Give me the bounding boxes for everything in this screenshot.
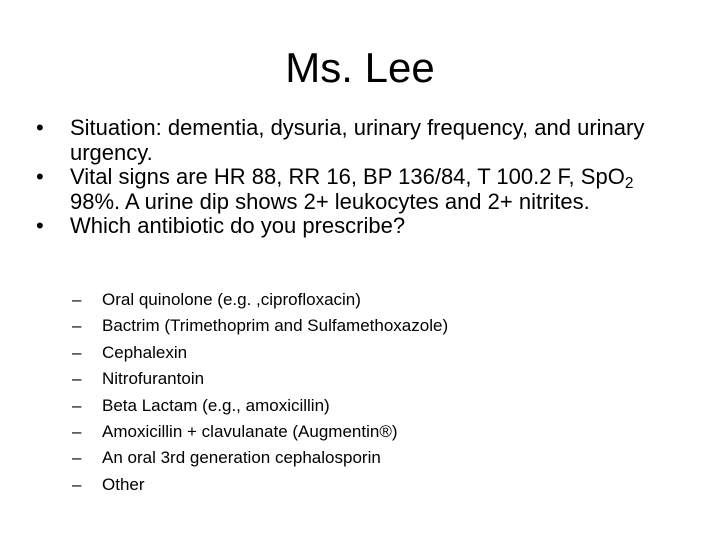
dash-marker: – xyxy=(72,369,82,389)
bullet-marker: • xyxy=(36,213,44,238)
option-text: Other xyxy=(102,474,145,494)
dash-marker: – xyxy=(72,422,82,442)
option-item xyxy=(72,340,632,366)
option-text: Beta Lactam (e.g., amoxicillin) xyxy=(102,395,330,415)
bullet-text: Which antibiotic do you prescribe? xyxy=(70,213,406,238)
option-text: Bactrim (Trimethoprim and Sulfamethoxazole) xyxy=(102,316,449,336)
dash-marker: – xyxy=(72,474,82,494)
option-text: Cephalexin xyxy=(102,342,188,362)
bullet-list xyxy=(36,116,676,239)
option-item xyxy=(72,313,632,339)
option-text: Amoxicillin + clavulanate (Augmentin®) xyxy=(102,422,398,442)
option-text: Oral quinolone (e.g. ,ciprofloxacin) xyxy=(102,290,361,309)
dash-marker: – xyxy=(72,316,82,336)
option-item xyxy=(72,472,632,498)
option-item xyxy=(72,393,632,419)
dash-marker: – xyxy=(72,290,82,309)
dash-marker: – xyxy=(72,448,82,468)
option-item xyxy=(72,366,632,392)
dash-marker: – xyxy=(72,395,82,415)
answer-options-list xyxy=(72,287,632,498)
slide-title: Ms. Lee xyxy=(285,44,435,91)
bullet-text: Situation: dementia, dysuria, urinary frequency, and urinary urgency. xyxy=(70,115,645,165)
bullet-question xyxy=(36,214,676,239)
dash-marker: – xyxy=(72,342,82,362)
bullet-situation xyxy=(36,116,676,165)
option-text: Nitrofurantoin xyxy=(102,369,205,389)
bullet-vital-signs xyxy=(36,165,676,214)
option-text: An oral 3rd generation cephalosporin xyxy=(102,448,381,468)
bullet-text: Vital signs are HR 88, RR 16, BP 136/84, T 100.2 F, SpO$_2$ 98%. A urine dip shows 2+ leukocytes and 2+ nitrites. xyxy=(70,164,634,214)
option-item xyxy=(72,419,632,445)
bullet-marker: • xyxy=(36,164,44,189)
option-item xyxy=(72,445,632,471)
option-item xyxy=(72,287,632,313)
bullet-marker: • xyxy=(36,115,44,140)
